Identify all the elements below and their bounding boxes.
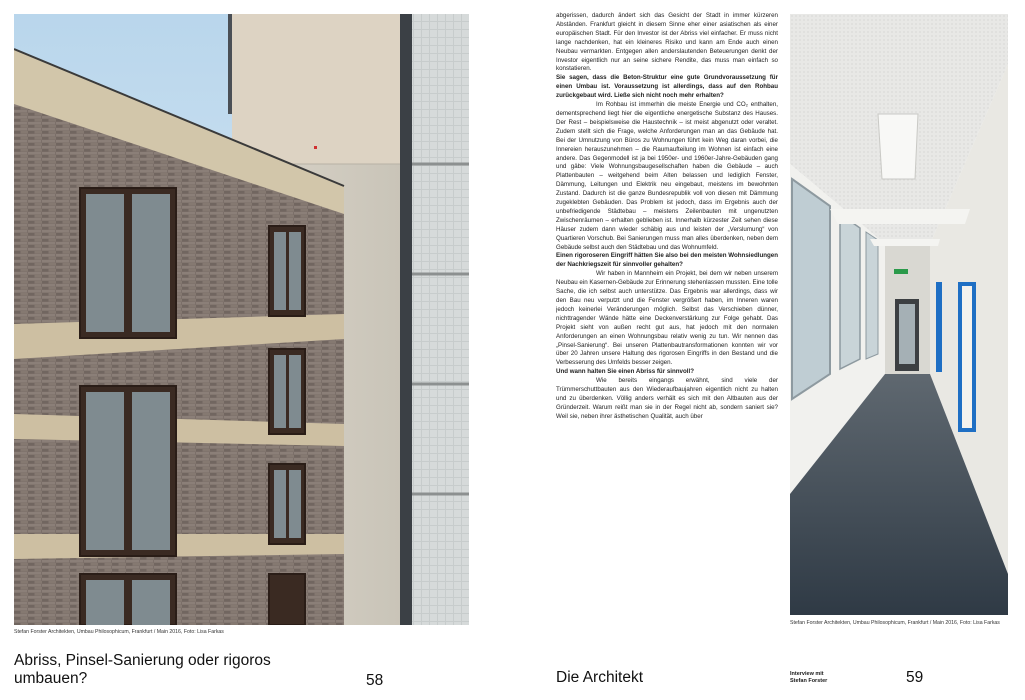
building-courtyard-image [14, 14, 469, 625]
section-label [790, 671, 827, 685]
right-photo-caption: Stefan Forster Architekten, Umbau Philosophicum, Frankfurt / Main 2016, Foto: Lisa Farkas [790, 620, 1000, 626]
interview-answer: Wie bereits eingangs erwähnt, sind viele der Trümmerschuttbauten aus den Wiederaufbaujahren eigentlich nicht zu halten und zu überdenken. Völlig anders verhält es sich mit den Altbauten aus der Gründerzeit. Warum reißt man sie in der Regel nicht ab, sondern saniert sie? Weil sie, neben ihrer ästhetischen Qualität, auch über [556, 377, 778, 420]
corridor-image [790, 14, 1008, 615]
article-paragraph: abgerissen, dadurch ändert sich das Gesicht der Stadt in immer kürzeren Abständen. Frankfurt gleicht in diesem Sinne eher einer asiatischen als einer europäischen Stadt. Für den Investor ist der Abriss viel einfacher. Er muss nicht lange nachdenken, hat ein kleineres Risiko und kann am Ende auch einen Neubau vermarkten. Entgegen allen anderslautenden Beteuerungen denkt der Investor eigentlich nur an seine sichere Rendite, das muss man einfach so konstatieren. [556, 12, 778, 73]
interview-answer: Im Rohbau ist immerhin die meiste Energie und CO₂ enthalten, dementsprechend liegt hier die eigentliche energetische Substanz des Hauses. Der Rest – beispielsweise die Haustechnik – ist meist abgenutzt oder veraltet. Zudem stellt sich die Frage, welche Anforderungen man an das Gebäude hat. Bei der Umnutzung von Büros zu Wohnungen führt kein Weg daran vorbei, die Innereien herauszunehmen – die Raumaufteilung im Wohnen ist einfach eine andere. Das Gegenmodell ist ja bei 1950er- und 1960er-Jahre-Gebäuden gang und gäbe: Viele Wohnungsbaugesellschaften haben die Gebäude – auch Plattenbauten – weitgehend beim Alten belassen und lediglich Fenster, Dämmung, Leitungen und Elektrik neu eingebaut, meistens im bewohnten Zustand. Dadurch ist die ganze Bundesrepublik voll von diesen mit Dämmung zugeklebten Gebäuden. Das Problem ist jedoch, dass im Ergebnis auch der unbefriedigende Städtebau – meistens Zeilenbauten mit ungenutzten Zwischenräumen – erhalten geblieben ist. Innerhalb kürzester Zeit sehen diese Häuser zudem dann wieder schäbig aus und leisten der „Verslumung“ von Quartieren Vorschub. Bei Sanierungen muss man alles überdenken, neben dem Gebäude selbst auch den Städtebau und das Wohnumfeld. [556, 101, 778, 251]
section-label-line: Interview mit [790, 671, 824, 677]
page-number-right: 59 [906, 669, 924, 686]
interview-question: Sie sagen, dass die Beton-Struktur eine gute Grundvoraussetzung für einen Umbau ist. Voraussetzung ist allerdings, dass auf den Rohbau zurückgebaut wird. Ließe sich nicht noch mehr erhalten? [556, 74, 778, 100]
interview-question: Und wann halten Sie einen Abriss für sinnvoll? [556, 368, 694, 376]
interview-answer: Wir haben in Mannheim ein Projekt, bei dem wir neben unserem Neubau ein Kasernen-Gebäude zur Erinnerung stehenlassen mussten. Eine tolle Sache, die ich selbst auch unterstütze. Das Ergebnis war allerdings, dass wir den Bau neu verputzt und die Fenster vergrößert haben, im Inneren waren jedoch keinerlei Veränderungen möglich. Selbst das Verschieben dünner, nichttragender Wände hätte eine Deckenverstärkung zur Folge gehabt. Das Projekt sieht von außen recht gut aus, hat jedoch mit den normalen Anforderungen an einen Wohnungsbau relativ wenig zu tun. Wir nennen das „Pinsel-Sanierung“. Bei unseren Plattenbautransformationen konnten wir vor über 20 Jahren unsere Haltung des rigorosen Eingriffs in den Bestand und die Verbesserung des Umfelds besser zeigen. [556, 270, 778, 367]
magazine-name: Die Architekt [556, 669, 644, 686]
page-number-left: 58 [366, 672, 384, 689]
interview-question: Einen rigoroseren Eingriff hätten Sie also bei den meisten Wohnsiedlungen der Nachkriegszeit für sinnvoller gehalten? [556, 252, 778, 269]
left-page-photo [14, 14, 469, 625]
right-page-photo [790, 14, 1008, 615]
section-label-line: Stefan Forster [790, 678, 828, 684]
left-photo-caption: Stefan Forster Architekten, Umbau Philosophicum, Frankfurt / Main 2016, Foto: Lisa Farkas [14, 629, 224, 635]
article-headline: Abriss, Pinsel-Sanierung oder rigoros umbauen? [14, 652, 271, 687]
article-text-column [556, 12, 778, 642]
